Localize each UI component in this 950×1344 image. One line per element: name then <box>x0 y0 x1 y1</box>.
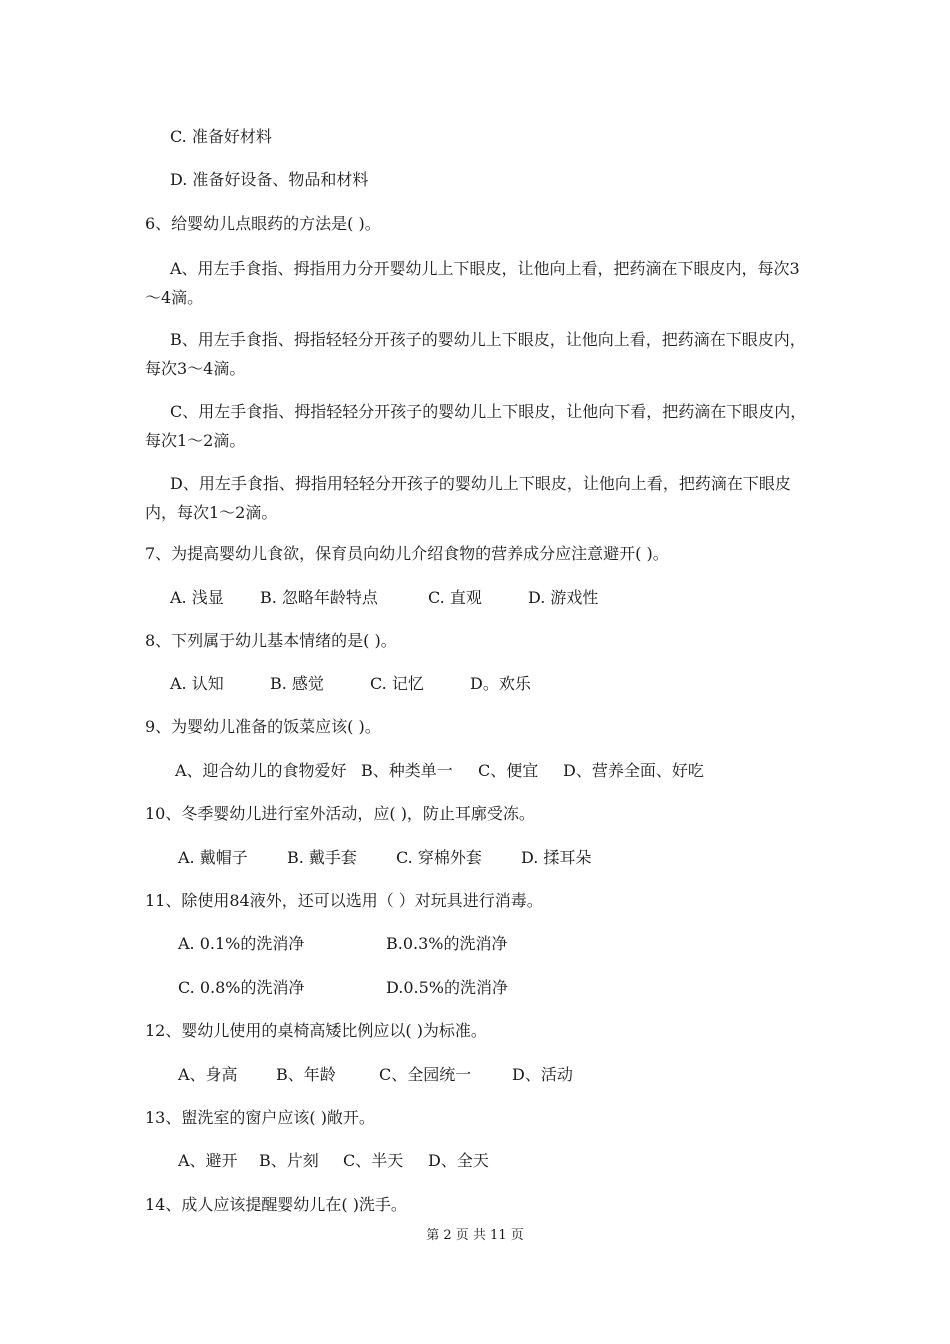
q12-option-d: D、活动 <box>512 1065 573 1084</box>
q6-stem: 6、给婴幼儿点眼药的方法是( )。 <box>145 214 381 233</box>
q7-stem: 7、为提高婴幼儿食欲，保育员向幼儿介绍食物的营养成分应注意避开( )。 <box>145 544 669 563</box>
q11-option-b: B.0.3%的洗消净 <box>386 934 508 953</box>
q8-option-b: B. 感觉 <box>270 674 324 693</box>
q6-option-d: D、用左手食指、拇指用轻轻分开孩子的婴幼儿上下眼皮，让他向上看，把药滴在下眼皮内，每次1～2滴。 <box>145 474 791 522</box>
q13-stem: 13、盥洗室的窗户应该( )敞开。 <box>145 1108 375 1127</box>
q13-option-c: C、半天 <box>343 1151 404 1170</box>
q8-option-c: C. 记忆 <box>370 674 424 693</box>
q13-option-a: A、避开 <box>178 1151 238 1170</box>
page-footer: 第 2 页 共 11 页 <box>426 1228 524 1243</box>
q9-option-c: C、便宜 <box>478 761 539 780</box>
q12-option-c: C、全园统一 <box>379 1065 472 1084</box>
q12-option-a: A、身高 <box>178 1065 238 1084</box>
q7-option-c: C. 直观 <box>428 588 482 607</box>
q7-option-a: A. 浅显 <box>170 588 224 607</box>
q6-option-c: C、用左手食指、拇指轻轻分开孩子的婴幼儿上下眼皮，让他向下看，把药滴在下眼皮内，每次1～2滴。 <box>145 402 807 450</box>
q8-option-d: D。欢乐 <box>470 674 531 693</box>
q5-option-c: C. 准备好材料 <box>170 127 272 146</box>
q9-option-a: A、迎合幼儿的食物爱好 <box>175 761 347 780</box>
q9-option-d: D、营养全面、好吃 <box>563 761 704 780</box>
q7-option-d: D. 游戏性 <box>528 588 599 607</box>
q11-option-a: A. 0.1%的洗消净 <box>178 934 305 953</box>
q11-option-d: D.0.5%的洗消净 <box>386 978 508 997</box>
q6-option-a: A、用左手食指、拇指用力分开婴幼儿上下眼皮，让他向上看，把药滴在下眼皮内，每次3～4滴。 <box>145 259 800 307</box>
q11-option-c: C. 0.8%的洗消净 <box>178 978 305 997</box>
q12-option-b: B、年龄 <box>276 1065 336 1084</box>
q12-stem: 12、婴幼儿使用的桌椅高矮比例应以( )为标准。 <box>145 1021 487 1040</box>
q10-option-c: C. 穿棉外套 <box>396 848 482 867</box>
q9-option-b: B、种类单一 <box>361 761 453 780</box>
q13-option-b: B、片刻 <box>259 1151 319 1170</box>
q10-option-d: D. 揉耳朵 <box>521 848 592 867</box>
q10-option-b: B. 戴手套 <box>287 848 357 867</box>
q14-stem: 14、成人应该提醒婴幼儿在( )洗手。 <box>145 1195 407 1214</box>
q10-option-a: A. 戴帽子 <box>178 848 248 867</box>
q8-stem: 8、下列属于幼儿基本情绪的是( )。 <box>145 631 397 650</box>
q5-option-d: D. 准备好设备、物品和材料 <box>170 170 369 189</box>
q10-stem: 10、冬季婴幼儿进行室外活动，应( )，防止耳廓受冻。 <box>145 804 535 823</box>
q13-option-d: D、全天 <box>428 1151 489 1170</box>
q7-option-b: B. 忽略年龄特点 <box>260 588 378 607</box>
q9-stem: 9、为婴幼儿准备的饭菜应该( )。 <box>145 717 381 736</box>
q8-option-a: A. 认知 <box>170 674 224 693</box>
q6-option-b: B、用左手食指、拇指轻轻分开孩子的婴幼儿上下眼皮，让他向上看，把药滴在下眼皮内，每次3～4滴。 <box>145 330 806 378</box>
q11-stem: 11、除使用84液外，还可以选用（ ）对玩具进行消毒。 <box>145 891 543 910</box>
